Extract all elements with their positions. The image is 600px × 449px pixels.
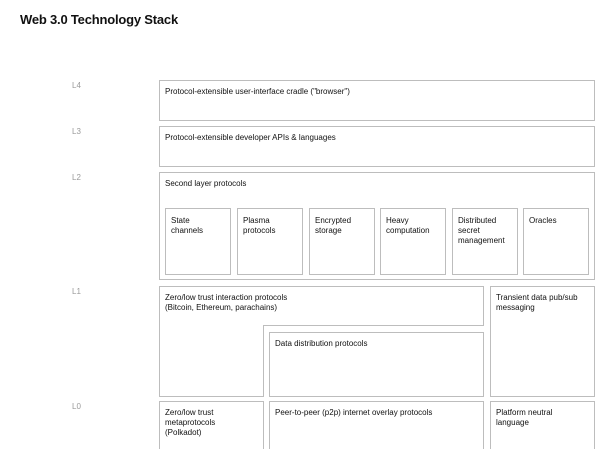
- developer-apis-label: Protocol-extensible developer APIs & languages: [165, 133, 336, 142]
- heavy-computation-label: Heavy computation: [386, 216, 430, 235]
- state-channels-label: State channels: [171, 216, 204, 235]
- data-distribution-box: [269, 332, 484, 397]
- transient-pubsub-label: Transient data pub/sub messaging: [496, 293, 578, 312]
- layer-label-l2: L2: [72, 173, 81, 182]
- heavy-computation-box: [380, 208, 446, 275]
- p2p-overlay-label: Peer-to-peer (p2p) internet overlay protocols: [275, 408, 433, 417]
- distributed-secret-label: Distributed secret management: [458, 216, 505, 245]
- browser-cradle-box: [159, 80, 595, 121]
- distributed-secret-box: [452, 208, 518, 275]
- data-distribution-label: Data distribution protocols: [275, 339, 368, 348]
- second-layer-label: Second layer protocols: [165, 179, 247, 188]
- zero-trust-meta-label: Zero/low trust metaprotocols (Polkadot): [165, 408, 216, 437]
- state-channels-box: [165, 208, 231, 275]
- layer-label-l1: L1: [72, 287, 81, 296]
- layer-label-l3: L3: [72, 127, 81, 136]
- layer-label-l4: L4: [72, 81, 81, 90]
- zero-trust-interaction-extension: [159, 325, 264, 397]
- transient-pubsub-box: [490, 286, 595, 397]
- p2p-overlay-box: [269, 401, 484, 449]
- page-title: Web 3.0 Technology Stack: [20, 12, 178, 27]
- zero-trust-interaction-label: Zero/low trust interaction protocols (Bitcoin, Ethereum, parachains): [165, 293, 288, 312]
- platform-neutral-label: Platform neutral language: [496, 408, 553, 427]
- browser-cradle-label: Protocol-extensible user-interface cradle ("browser"): [165, 87, 350, 96]
- layer-label-l0: L0: [72, 402, 81, 411]
- platform-neutral-box: [490, 401, 595, 449]
- zero-trust-interaction-box: [159, 286, 484, 326]
- oracles-label: Oracles: [529, 216, 557, 225]
- plasma-protocols-label: Plasma protocols: [243, 216, 276, 235]
- oracles-box: [523, 208, 589, 275]
- encrypted-storage-box: [309, 208, 375, 275]
- developer-apis-box: [159, 126, 595, 167]
- zero-trust-meta-box: [159, 401, 264, 449]
- encrypted-storage-label: Encrypted storage: [315, 216, 352, 235]
- plasma-protocols-box: [237, 208, 303, 275]
